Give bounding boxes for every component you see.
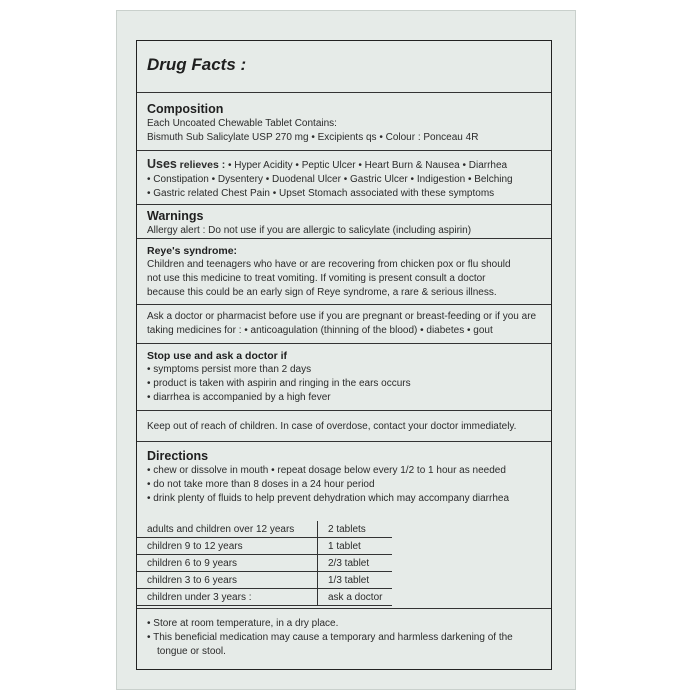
uses-heading: Uses: [147, 157, 177, 171]
uses-relieves-label: relieves :: [179, 159, 226, 171]
composition-section: [137, 92, 551, 149]
directions-section: [137, 441, 551, 671]
reye-line-1: Children and teenagers who have or are recovering from chicken pox or flu should: [147, 259, 511, 270]
dosage-group-cell: adults and children over 12 years: [137, 521, 318, 538]
uses-line-2: • Constipation • Dysentery • Duodenal Ulcer • Gastric Ulcer • Indigestion • Belching: [147, 174, 513, 185]
reye-heading: Reye's syndrome:: [147, 245, 238, 257]
dosage-group-cell: children 3 to 6 years: [137, 572, 318, 589]
storage-line-3: tongue or stool.: [157, 646, 226, 657]
directions-heading: Directions: [147, 449, 209, 463]
dosage-amount-cell: 1/3 tablet: [318, 572, 393, 589]
dosage-amount-cell: ask a doctor: [318, 589, 393, 606]
dosage-row: [137, 572, 392, 589]
composition-line-1: Each Uncoated Chewable Tablet Contains:: [147, 118, 337, 129]
warnings-line-1: Allergy alert : Do not use if you are allergic to salicylate (including aspirin): [147, 225, 472, 236]
keep-out-of-reach-section: [137, 410, 551, 441]
dosage-group-cell: children under 3 years :: [137, 589, 318, 606]
ask-doctor-line-2: taking medicines for : • anticoagulation (thinning of the blood) • diabetes • gout: [147, 325, 493, 336]
storage-divider: [137, 608, 551, 609]
carton-panel: [116, 10, 576, 690]
storage-line-1: • Store at room temperature, in a dry place.: [147, 618, 339, 629]
composition-line-2: Bismuth Sub Salicylate USP 270 mg • Excipients qs • Colour : Ponceau 4R: [147, 132, 479, 143]
reye-line-2: not use this medicine to treat vomiting. If vomiting is present consult a doctor: [147, 273, 486, 284]
warnings-heading: Warnings: [147, 209, 204, 223]
dosage-row: [137, 589, 392, 606]
uses-line-1: • Hyper Acidity • Peptic Ulcer • Heart Burn & Nausea • Diarrhea: [225, 160, 508, 171]
stop-use-line-2: • product is taken with aspirin and ringing in the ears occurs: [147, 378, 411, 389]
keep-out-of-reach-line: Keep out of reach of children. In case of overdose, contact your doctor immediately.: [147, 421, 517, 432]
warnings-section: [137, 204, 551, 238]
drug-facts-panel: [136, 40, 552, 670]
uses-line-3: • Gastric related Chest Pain • Upset Stomach associated with these symptoms: [147, 188, 495, 199]
stop-use-line-1: • symptoms persist more than 2 days: [147, 364, 312, 375]
dosage-group-cell: children 6 to 9 years: [137, 555, 318, 572]
stop-use-heading: Stop use and ask a doctor if: [147, 350, 288, 362]
dosage-amount-cell: 2 tablets: [318, 521, 393, 538]
reye-section: [137, 238, 551, 304]
directions-line-3: • drink plenty of fluids to help prevent dehydration which may accompany diarrhea: [147, 493, 510, 504]
dosage-row: [137, 538, 392, 555]
ask-doctor-line-1: Ask a doctor or pharmacist before use if you are pregnant or breast-feeding or if you are: [147, 311, 537, 322]
directions-line-2: • do not take more than 8 doses in a 24 hour period: [147, 479, 375, 490]
dosage-table-wrapper: [137, 521, 392, 606]
dosage-group-cell: children 9 to 12 years: [137, 538, 318, 555]
stop-use-section: [137, 343, 551, 410]
storage-line-2: • This beneficial medication may cause a temporary and harmless darkening of the: [147, 632, 513, 643]
dosage-table: [137, 521, 392, 606]
dosage-amount-cell: 1 tablet: [318, 538, 393, 555]
stop-use-line-3: • diarrhea is accompanied by a high fever: [147, 392, 331, 403]
composition-heading: Composition: [147, 102, 224, 116]
reye-line-3: because this could be an early sign of Reye syndrome, a rare & serious illness.: [147, 287, 497, 298]
dosage-amount-cell: 2/3 tablet: [318, 555, 393, 572]
directions-line-1: • chew or dissolve in mouth • repeat dosage below every 1/2 to 1 hour as needed: [147, 465, 506, 476]
ask-doctor-section: [137, 304, 551, 343]
dosage-row: [137, 555, 392, 572]
dosage-row: [137, 521, 392, 538]
drug-facts-title: Drug Facts :: [147, 55, 247, 74]
uses-section: [137, 150, 551, 204]
